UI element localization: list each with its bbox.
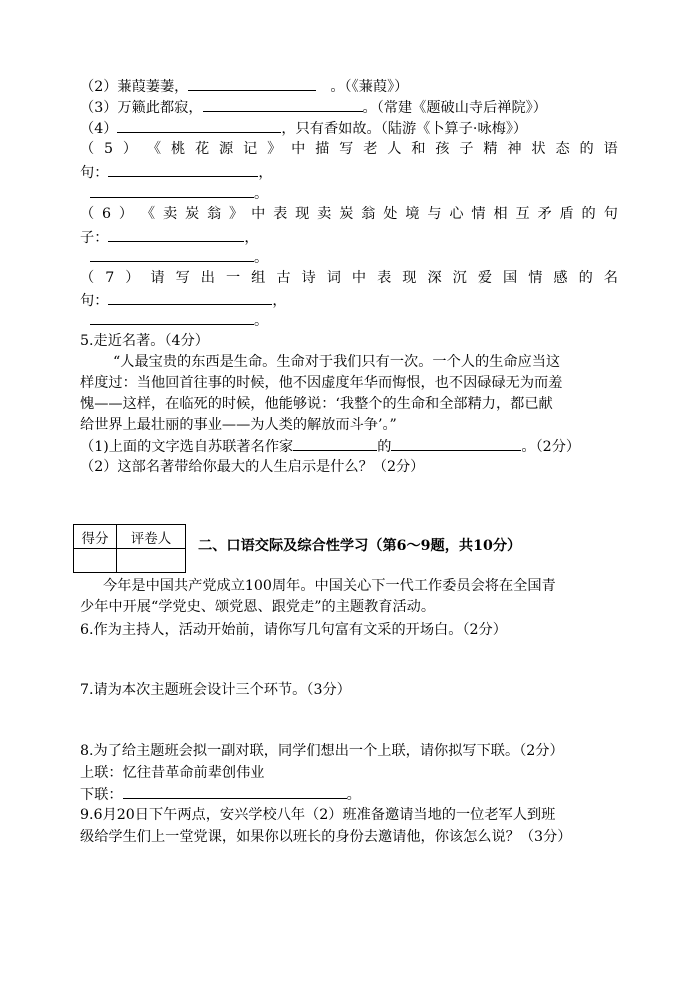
answer-blank[interactable] (90, 310, 254, 325)
score-label: 得分 (74, 525, 117, 549)
passage-line: 愧——这样，在临死的时候，他能够说：‘我整个的生命和全部精力，都已献 (80, 396, 553, 412)
poem-item-6-comma: ， (244, 230, 259, 246)
poem-item-7-comma: ， (272, 293, 287, 309)
justified-char: 现 (402, 270, 417, 286)
justified-char: 6 (102, 206, 112, 222)
justified-char: 卖 (162, 206, 178, 222)
justified-char: 的 (579, 141, 594, 157)
couplet-lower (80, 784, 361, 805)
poem-item-7-period: 。 (254, 313, 269, 329)
answer-blank[interactable] (90, 183, 254, 198)
justified-char: 表 (273, 206, 288, 222)
justified-char: ） (122, 141, 138, 157)
question-7: 7.请为本次主题班会设计三个环节。（3分） (80, 682, 351, 698)
justified-char: 卖 (317, 206, 332, 222)
justified-char: 7 (105, 270, 115, 286)
justified-char: 状 (531, 141, 546, 157)
answer-blank[interactable] (108, 227, 244, 242)
justified-char: 中 (291, 141, 306, 157)
justified-char: 孩 (435, 141, 450, 157)
justified-char: （ (80, 206, 95, 222)
justified-char: 记 (243, 141, 258, 157)
justified-char: 互 (515, 206, 530, 222)
grader-label: 评卷人 (117, 525, 186, 549)
sub1-suffix: 。（2分） (521, 439, 581, 455)
answer-blank[interactable] (108, 162, 258, 177)
justified-char: ） (125, 270, 140, 286)
justified-char: 写 (175, 270, 190, 286)
poem-item-6-period: 。 (254, 250, 269, 266)
question-8: 8.为了给主题班会拟一副对联，同学们想出一个上联，请你拟写下联。（2分） (80, 743, 564, 759)
justified-char: 与 (427, 206, 442, 222)
justified-char: 》 (267, 141, 282, 157)
question-6: 6.作为主持人，活动开始前，请你写几句富有文采的开场白。（2分） (80, 622, 507, 638)
poem-item-4-prefix: （4） (80, 121, 118, 137)
justified-char: 老 (363, 141, 378, 157)
passage-line: 样度过：当他回首往事的时候，他不因虚度年华而悔恨，也不因碌碌无为而羞 (80, 375, 563, 391)
justified-char: 语 (603, 141, 618, 157)
couplet-upper: 上联：忆往昔革命前辈创伟业 (80, 765, 265, 781)
justified-char: 情 (471, 206, 486, 222)
passage-line: 给世界上最壮丽的事业——为人类的解放而斗争’。” (80, 417, 397, 433)
sub1-middle: 的 (377, 439, 392, 455)
poem-item-4 (80, 118, 527, 139)
poem-item-5-comma: ， (258, 165, 273, 181)
justified-char: 桃 (170, 141, 186, 157)
grader-table (73, 524, 186, 573)
poem-item-7-line1 (80, 268, 618, 288)
justified-char: 沉 (452, 270, 467, 286)
poem-item-2-suffix: 。（《蒹葭》） (330, 79, 409, 95)
justified-char: 描 (315, 141, 330, 157)
poem-item-5-line1 (80, 139, 618, 159)
poem-item-7-line2 (80, 290, 287, 311)
justified-char: 处 (383, 206, 398, 222)
question-5-heading: 5.走近名著。（4分） (80, 333, 209, 349)
passage-line: “人最宝贵的东西是生命。生命对于我们只有一次。一个人的生命应当这 (113, 354, 561, 370)
justified-char: 感 (553, 270, 568, 286)
question-5-sub2: （2）这部名著带给你最大的人生启示是什么？（2分） (80, 459, 425, 475)
justified-char: 心 (449, 206, 464, 222)
justified-char: 矛 (537, 206, 552, 222)
answer-blank[interactable] (108, 290, 272, 305)
couplet-lower-prefix: 下联： (80, 787, 123, 803)
poem-item-2-prefix: （2）蒹葭萋萋， (80, 79, 189, 95)
justified-char: 情 (528, 270, 543, 286)
justified-char: 名 (603, 270, 618, 286)
justified-char: 请 (150, 270, 165, 286)
justified-char: 精 (483, 141, 498, 157)
justified-char: 盾 (559, 206, 574, 222)
poem-item-3 (80, 97, 547, 118)
justified-char: 5 (104, 141, 114, 157)
intro-line: 少年中开展“学党史、颂党恩、跟党走”的主题教育活动。 (80, 599, 436, 615)
justified-char: 写 (339, 141, 354, 157)
grader-cell[interactable] (117, 549, 186, 573)
justified-char: 的 (578, 270, 593, 286)
poem-item-5-line2 (80, 162, 273, 183)
poem-item-3-prefix: （3）万籁此都寂， (80, 100, 203, 116)
justified-char: 中 (351, 270, 367, 286)
answer-blank[interactable] (188, 76, 316, 91)
section-2-title: 二、口语交际及综合性学习（第6～9题，共10分） (198, 538, 522, 554)
justified-char: 炭 (184, 206, 200, 222)
answer-blank[interactable] (90, 247, 254, 262)
justified-char: 和 (411, 141, 426, 157)
justified-char: 出 (200, 270, 215, 286)
justified-char: 组 (251, 270, 266, 286)
justified-char: 国 (503, 270, 518, 286)
answer-blank[interactable] (391, 436, 521, 451)
poem-item-4-suffix: ，只有香如故。（陆游《卜算子·咏梅》） (281, 121, 528, 137)
sub1-prefix: （1)上面的文字选自苏联著名作家 (80, 439, 294, 455)
answer-blank[interactable] (123, 784, 347, 799)
justified-char: 源 (219, 141, 234, 157)
justified-char: 《 (146, 141, 162, 157)
poem-item-3-suffix: 。（常建《题破山寺后禅院》） (362, 100, 547, 116)
justified-char: 子 (459, 141, 474, 157)
justified-char: 翁 (361, 206, 376, 222)
answer-blank[interactable] (293, 436, 377, 451)
poem-item-5-period: 。 (254, 186, 269, 202)
justified-char: 》 (229, 206, 244, 222)
justified-char: 古 (276, 270, 291, 286)
answer-blank[interactable] (203, 97, 363, 112)
justified-char: 炭 (339, 206, 354, 222)
justified-char: 人 (387, 141, 402, 157)
justified-char: 《 (140, 206, 156, 222)
justified-char: 翁 (207, 206, 222, 222)
justified-char: 一 (225, 270, 241, 286)
justified-char: 现 (295, 206, 310, 222)
question-9-line: 9.6月20日下午两点，安兴学校八年（2）班准备邀请当地的一位老军人到班 (80, 807, 556, 823)
justified-char: 中 (251, 206, 266, 222)
score-cell[interactable] (74, 549, 117, 573)
poem-item-6-line3 (90, 247, 268, 268)
intro-line: 今年是中国共产党成立100周年。中国关心下一代工作委员会将在全国青 (103, 578, 556, 594)
justified-char: 的 (581, 206, 596, 222)
justified-char: 相 (493, 206, 508, 222)
question-5-sub1 (80, 436, 580, 457)
poem-item-6-line1 (80, 204, 618, 224)
justified-char: 诗 (301, 270, 316, 286)
question-9-line: 级给学生们上一堂党课，如果你以班长的身份去邀请他，你该怎么说？（3分） (80, 829, 572, 845)
justified-char: 句 (603, 206, 618, 222)
justified-char: 深 (427, 270, 442, 286)
couplet-lower-suffix: 。 (346, 787, 361, 803)
justified-char: （ (80, 270, 95, 286)
poem-item-6-line2 (80, 227, 259, 248)
justified-char: 词 (326, 270, 341, 286)
answer-blank[interactable] (117, 118, 281, 133)
poem-item-7-line3 (90, 310, 268, 331)
justified-char: （ (80, 141, 95, 157)
justified-char: 境 (405, 206, 420, 222)
justified-char: 爱 (477, 270, 493, 286)
justified-char: 花 (194, 141, 210, 157)
justified-char: 神 (507, 141, 522, 157)
poem-item-7-prefix: 句： (80, 293, 109, 309)
justified-char: ） (118, 206, 134, 222)
poem-item-5-prefix: 句： (80, 165, 109, 181)
poem-item-2 (80, 76, 408, 97)
poem-item-5-line3 (90, 183, 268, 204)
poem-item-6-prefix: 子： (80, 230, 109, 246)
justified-char: 表 (377, 270, 392, 286)
justified-char: 态 (555, 141, 570, 157)
